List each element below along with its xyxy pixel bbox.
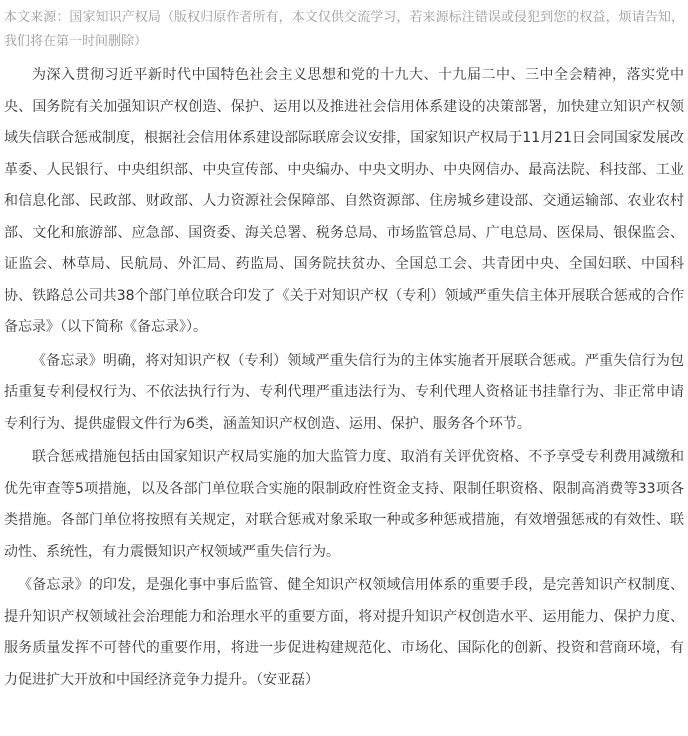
paragraph-memo-scope: 《备忘录》明确，将对知识产权（专利）领域严重失信行为的主体实施者开展联合惩戒。严重失信行为包括重复专利侵权行为、不依法执行行为、专利代理严重违法行为、专利代理人资格证书挂靠行为、非正常申请专利行为、提供虚假文件行为6类，涵盖知识产权创造、运用、保护、服务各个环节。	[4, 352, 684, 432]
source-note: 本文来源：国家知识产权局（版权归原作者所有，本文仅供交流学习，若来源标注错误或侵犯到您的权益，烦请告知，我们将在第一时间删除）	[4, 10, 684, 49]
paragraph-significance: 《备忘录》的印发，是强化事中事后监管、健全知识产权领域信用体系的重要手段，是完善知识产权制度、提升知识产权领域社会治理能力和治理水平的重要方面，将对提升知识产权创造水平、运用能力、保护力度、服务质量发挥不可替代的重要作用，将进一步促进构建规范化、市场化、国际化的创新、投资和营商环境，有力促进扩大开放和中国经济竞争力提升。（安亚磊）	[4, 577, 684, 688]
paragraph-intro: 为深入贯彻习近平新时代中国特色社会主义思想和党的十九大、十九届二中、三中全会精神，落实党中央、国务院有关加强知识产权创造、保护、运用以及推进社会信用体系建设的决策部署，加快建立知识产权领域失信联合惩戒制度，根据社会信用体系建设部际联席会议安排，国家知识产权局于11月21日会同国家发展改革委、人民银行、中央组织部、中央宣传部、中央编办、中央文明办、中央网信办、最高法院、科技部、工业和信息化部、民政部、财政部、人力资源社会保障部、自然资源部、住房城乡建设部、交通运输部、农业农村部、文化和旅游部、应急部、国资委、海关总署、税务总局、市场监管总局、广电总局、医保局、银保监会、证监会、林草局、民航局、外汇局、药监局、国务院扶贫办、全国总工会、共青团中央、全国妇联、中国科协、铁路总公司共38个部门单位联合印发了《关于对知识产权（专利）领域严重失信主体开展联合惩戒的合作备忘录》（以下简称《备忘录》）。	[4, 67, 684, 335]
paragraph-measures: 联合惩戒措施包括由国家知识产权局实施的加大监管力度、取消有关评优资格、不予享受专利费用减缴和优先审查等5项措施，以及各部门单位联合实施的限制政府性资金支持、限制任职资格、限制高消费等33项各类措施。各部门单位将按照有关规定，对联合惩戒对象采取一种或多种惩戒措施，有效增强惩戒的有效性、联动性、系统性，有力震慑知识产权领域严重失信行为。	[4, 449, 684, 560]
